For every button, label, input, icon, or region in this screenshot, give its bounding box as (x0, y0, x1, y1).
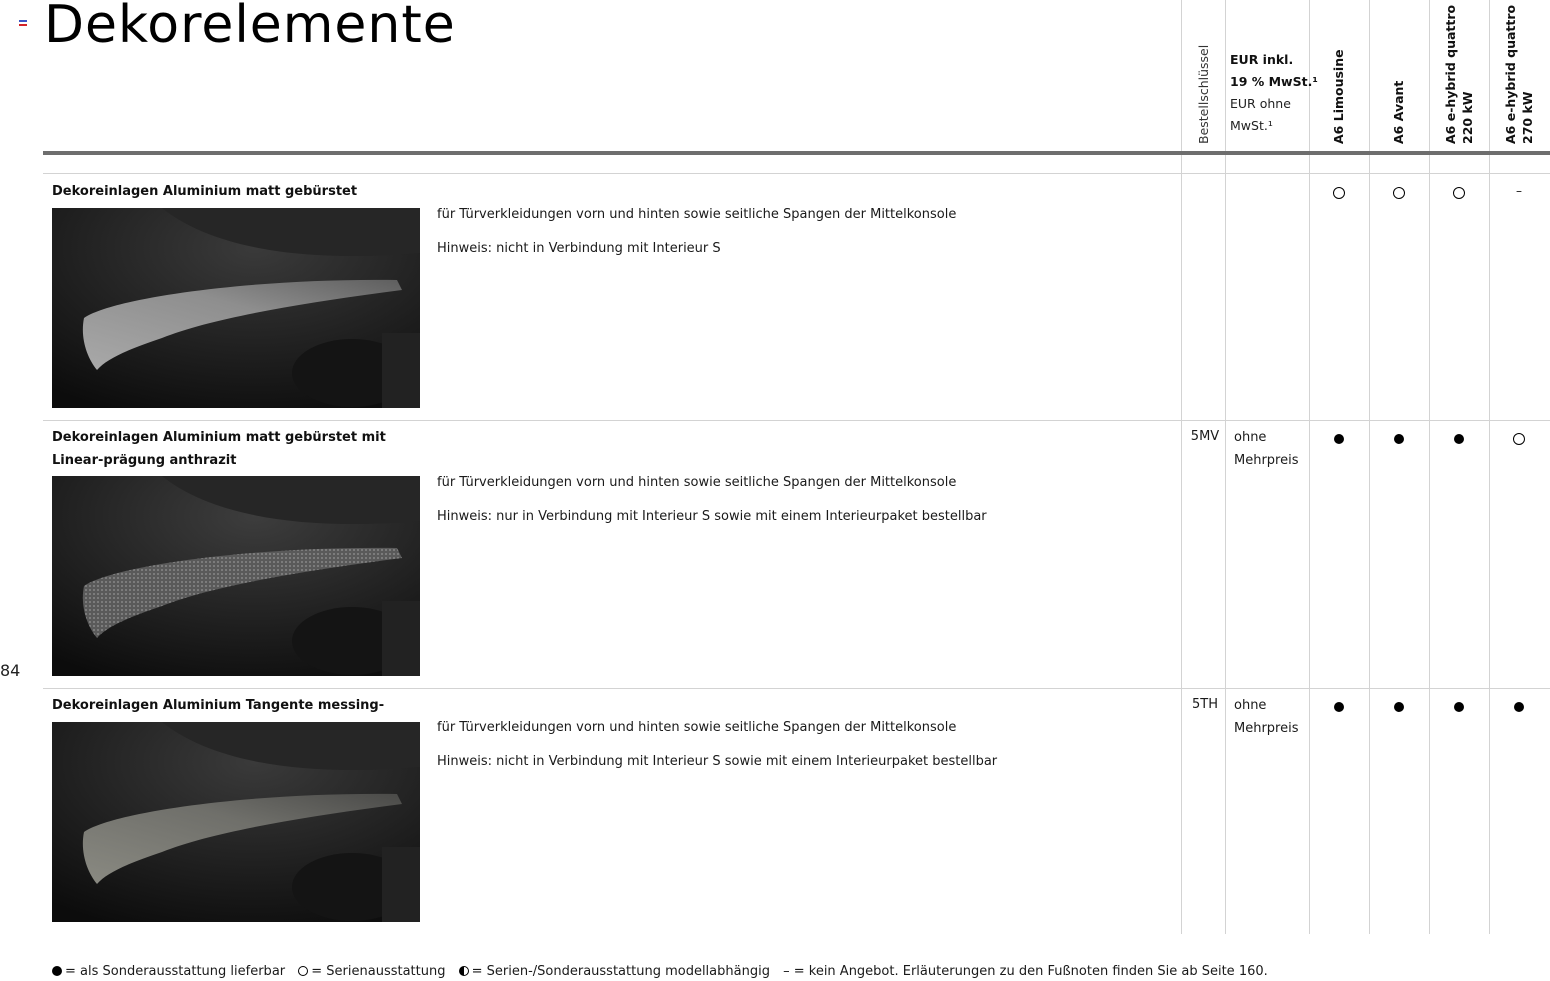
availability-mark (1393, 433, 1405, 445)
filled-circle-icon (52, 966, 62, 976)
trim-photo (52, 208, 420, 408)
price: ohne Mehrpreis (1234, 430, 1299, 468)
trim-photo (52, 722, 420, 922)
column-divider (1369, 0, 1370, 934)
availability-mark (1333, 187, 1345, 199)
row-divider (43, 420, 1550, 421)
price: ohne Mehrpreis (1234, 698, 1299, 736)
flag-icon (19, 20, 27, 26)
availability-mark (1333, 701, 1345, 713)
column-header-model: A6 e-hybrid quattro (1443, 4, 1458, 144)
availability-mark (1393, 187, 1405, 199)
availability-mark (1333, 433, 1345, 445)
availability-mark (1513, 433, 1525, 445)
item-title: Dekoreinlagen Aluminium matt gebürstet mit Linear-prägung anthrazit (52, 430, 386, 468)
column-header-model: A6 Limousine (1331, 49, 1346, 144)
availability-mark (1513, 701, 1525, 713)
row-divider (43, 688, 1550, 689)
availability-mark (1393, 701, 1405, 713)
column-header-model-sub: 270 kW (1520, 91, 1535, 144)
item-description: für Türverkleidungen vorn und hinten sowie seitliche Spangen der Mittelkonsole Hinweis: nicht in Verbindung mit Interieur S (437, 207, 957, 256)
column-header-price: EUR inkl. 19 % MwSt.¹ EUR ohne MwSt.¹ (1230, 52, 1318, 133)
item-description: für Türverkleidungen vorn und hinten sowie seitliche Spangen der Mittelkonsole Hinweis: nur in Verbindung mit Interieur S sowie mit einem Interieurpaket bestellbar (437, 475, 987, 524)
header-rule (43, 151, 1550, 155)
column-header-model-sub: 220 kW (1460, 91, 1475, 144)
column-divider (1489, 0, 1490, 934)
trim-photo (52, 476, 420, 676)
availability-mark (1453, 187, 1465, 199)
order-code: 5TH (1192, 697, 1218, 712)
column-header-model: A6 e-hybrid quattro (1503, 4, 1518, 144)
item-title: Dekoreinlagen Aluminium Tangente messing- (52, 698, 385, 713)
open-circle-icon (298, 966, 308, 976)
header-rule-thin (43, 173, 1550, 174)
column-divider (1309, 0, 1310, 934)
column-divider (1225, 0, 1226, 934)
legend: = als Sonderausstattung lieferbar = Serienausstattung = Serien-/Sonderausstattung modellabhängig – = kein Angebot. Erläuterungen zu den Fußnoten finden Sie ab Seite 160. (52, 964, 1268, 979)
column-header-code: Bestellschlüssel (1196, 44, 1211, 144)
half-circle-icon (459, 966, 469, 976)
availability-mark (1453, 433, 1465, 445)
availability-mark (1453, 701, 1465, 713)
item-title: Dekoreinlagen Aluminium matt gebürstet (52, 184, 358, 199)
order-code: 5MV (1190, 429, 1220, 444)
column-header-model: A6 Avant (1391, 80, 1406, 144)
column-divider (1181, 0, 1182, 934)
item-description: für Türverkleidungen vorn und hinten sowie seitliche Spangen der Mittelkonsole Hinweis: nicht in Verbindung mit Interieur S sowie mit einem Interieurpaket bestellbar (437, 720, 998, 769)
page-title: Dekorelemente (44, 0, 456, 55)
page-number: 84 (0, 661, 21, 680)
column-divider (1429, 0, 1430, 934)
availability-mark (1513, 187, 1525, 199)
